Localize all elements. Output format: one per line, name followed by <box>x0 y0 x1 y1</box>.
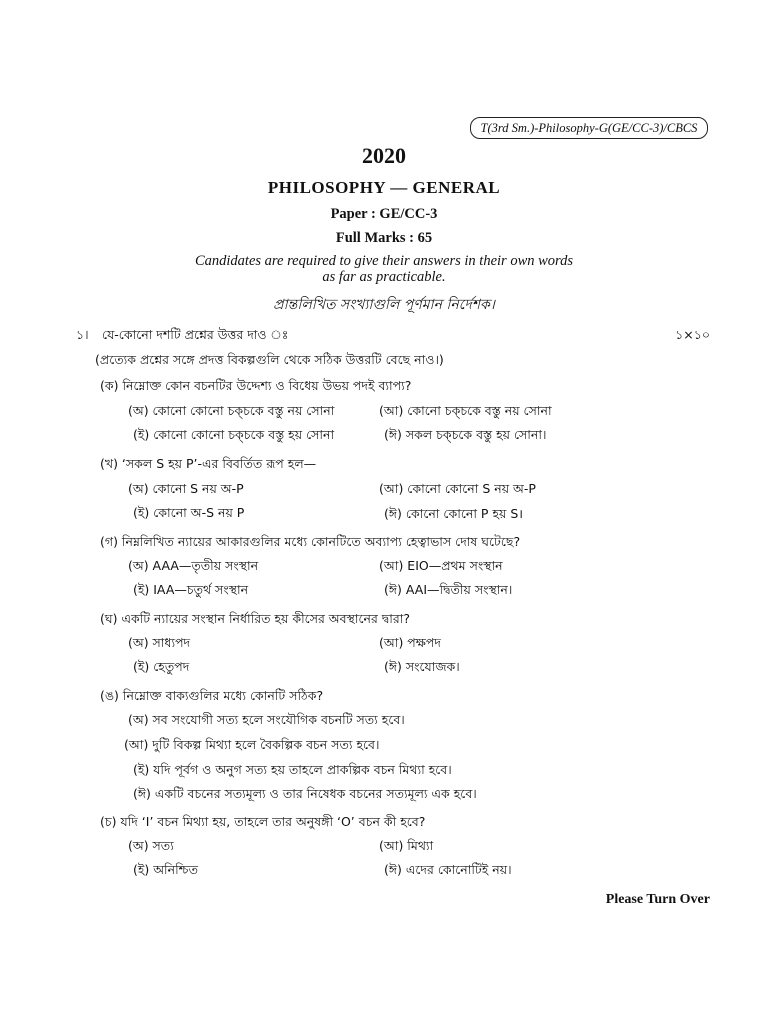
option-ga-a: (অ) AAA—তৃতীয় সংস্থান <box>128 558 259 573</box>
instruction-english <box>0 253 768 285</box>
option-ka-a: (অ) কোনো কোনো চক্চকে বস্তু নয় সোনা <box>128 403 335 418</box>
option-ga-d: (ঈ) AAI—দ্বিতীয় সংস্থান। <box>384 582 513 597</box>
question-note: (প্রত্যেক প্রশ্নের সঙ্গে প্রদত্ত বিকল্পগুলি থেকে সঠিক উত্তরটি বেছে নাও।) <box>95 352 444 367</box>
option-gha-c: (ই) হেতুপদ <box>133 659 190 674</box>
subquestion-ka: (ক) নিম্নোক্ত কোন বচনটির উদ্দেশ্য ও বিধেয় উভয় পদই ব্যাপ্য? <box>100 378 412 393</box>
option-kha-a: (অ) কোনো S নয় অ-P <box>128 481 244 496</box>
question-number: ১। <box>76 327 89 342</box>
paper-code-line: Paper : GE/CC-3 <box>330 206 438 222</box>
subquestion-uma: (ঙ) নিম্নোক্ত বাক্যগুলির মধ্যে কোনটি সঠিক? <box>100 688 324 703</box>
instruction-bengali: প্রান্তলিখিত সংখ্যাগুলি পূর্ণমান নির্দেশক। <box>273 297 495 313</box>
please-turn-over: Please Turn Over <box>605 892 710 907</box>
instruction-line-2: as far as practicable. <box>322 269 446 285</box>
option-ka-d: (ঈ) সকল চক্চকে বস্তু হয় সোনা। <box>384 427 547 442</box>
question-prompt: যে-কোনো দশটি প্রশ্নের উত্তর দাও ঃ <box>102 327 289 342</box>
option-ka-b: (আ) কোনো চক্চকে বস্তু নয় সোনা <box>379 403 552 418</box>
option-uma-a: (অ) সব সংযোগী সত্য হলে সংযৌগিক বচনটি সত্য হবে। <box>128 712 405 727</box>
option-gha-a: (অ) সাধ্যপদ <box>128 635 191 650</box>
option-gha-b: (আ) পক্ষপদ <box>379 635 441 650</box>
subquestion-kha: (খ) ‘সকল S হয় P’-এর বিবর্তিত রূপ হল— <box>100 456 317 471</box>
option-uma-d: (ঈ) একটি বচনের সত্যমূল্য ও তার নিষেধক বচনের সত্যমূল্য এক হবে। <box>133 786 477 801</box>
option-gha-d: (ঈ) সংযোজক। <box>384 659 460 674</box>
option-ka-c: (ই) কোনো কোনো চক্চকে বস্তু হয় সোনা <box>133 427 335 442</box>
exam-year: 2020 <box>362 143 406 168</box>
subquestion-gha: (ঘ) একটি ন্যায়ের সংস্থান নির্ধারিত হয় কীসের অবস্থানের দ্বারা? <box>100 611 411 626</box>
option-cha-b: (আ) মিথ্যা <box>379 838 434 853</box>
option-uma-b: (আ) দুটি বিকল্প মিথ্যা হলে বৈকল্পিক বচন সত্য হবে। <box>124 737 380 752</box>
instruction-line-1: Candidates are required to give their answers in their own words <box>194 253 574 269</box>
subquestion-ga: (গ) নিম্নলিখিত ন্যায়ের আকারগুলির মধ্যে কোনটিতে অব্যাপ্য হেত্বাভাস দোষ ঘটেছে? <box>100 534 521 549</box>
subject-title: PHILOSOPHY — GENERAL <box>267 178 501 197</box>
paper-code: T(3rd Sm.)-Philosophy-G(GE/CC-3)/CBCS <box>470 117 708 139</box>
option-cha-d: (ঈ) এদের কোনোটিই নয়। <box>384 862 512 877</box>
subquestion-cha: (চ) যদি ‘I’ বচন মিথ্যা হয়, তাহলে তার অনুষঙ্গী ‘O’ বচন কী হবে? <box>100 814 426 829</box>
option-uma-c: (ই) যদি পূর্বগ ও অনুগ সত্য হয় তাহলে প্রাকল্পিক বচন মিথ্যা হবে। <box>133 762 452 777</box>
option-kha-d: (ঈ) কোনো কোনো P হয় S। <box>384 506 524 521</box>
option-cha-c: (ই) অনিশ্চিত <box>133 862 198 877</box>
option-ga-b: (আ) EIO—প্রথম সংস্থান <box>379 558 503 573</box>
option-ga-c: (ই) IAA—চতুর্থ সংস্থান <box>133 582 249 597</box>
option-cha-a: (অ) সত্য <box>128 838 174 853</box>
option-kha-b: (আ) কোনো কোনো S নয় অ-P <box>379 481 536 496</box>
option-kha-c: (ই) কোনো অ-S নয় P <box>133 505 245 520</box>
full-marks: Full Marks : 65 <box>335 230 433 246</box>
question-marks: ১×১০ <box>675 327 710 342</box>
